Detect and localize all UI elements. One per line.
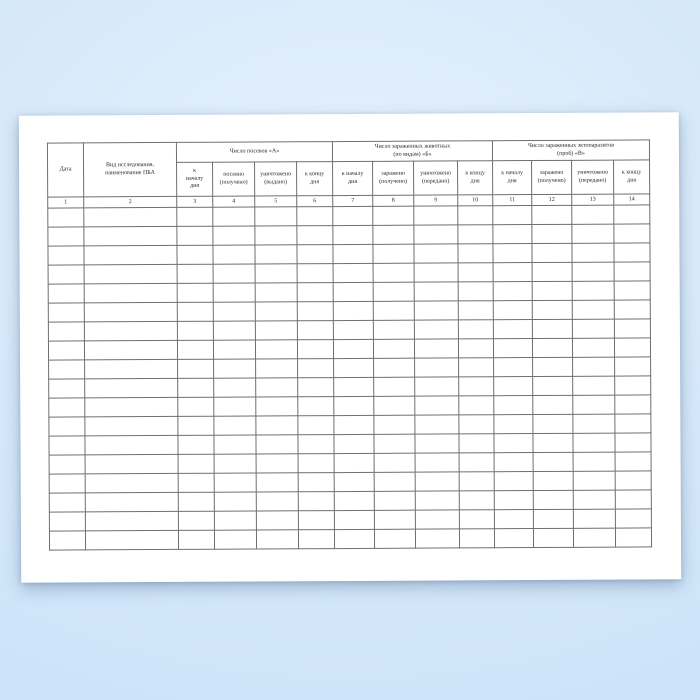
empty-cell bbox=[255, 340, 297, 359]
empty-cell bbox=[458, 206, 493, 225]
empty-cell bbox=[374, 491, 415, 510]
empty-cell bbox=[297, 207, 333, 226]
header-group-v-title: Число зараженных эктопаразитов (проб) «В» bbox=[492, 140, 649, 161]
empty-cell bbox=[414, 263, 458, 282]
header-a-seeded: посеяно (получено) bbox=[213, 162, 255, 196]
empty-cell bbox=[615, 376, 651, 395]
empty-cell bbox=[49, 531, 85, 550]
empty-cell bbox=[615, 433, 651, 452]
empty-cell bbox=[614, 319, 650, 338]
empty-cell bbox=[374, 434, 415, 453]
empty-cell bbox=[614, 281, 650, 300]
empty-cell bbox=[49, 474, 85, 493]
empty-cell bbox=[334, 472, 374, 491]
empty-cell bbox=[48, 284, 84, 303]
empty-cell bbox=[533, 376, 573, 395]
empty-cell bbox=[256, 397, 298, 416]
empty-cell bbox=[177, 283, 213, 302]
empty-cell bbox=[414, 339, 458, 358]
empty-cell bbox=[459, 377, 494, 396]
empty-cell bbox=[415, 415, 459, 434]
empty-cell bbox=[415, 491, 459, 510]
empty-cell bbox=[373, 225, 414, 244]
empty-cell bbox=[213, 226, 255, 245]
empty-cell bbox=[85, 359, 178, 378]
empty-cell bbox=[213, 264, 255, 283]
empty-cell bbox=[493, 244, 532, 263]
empty-cell bbox=[48, 322, 84, 341]
empty-cell bbox=[334, 434, 374, 453]
empty-cell bbox=[48, 208, 84, 227]
empty-cell bbox=[49, 379, 85, 398]
empty-cell bbox=[178, 397, 214, 416]
empty-cell bbox=[49, 512, 85, 531]
empty-cell bbox=[84, 340, 177, 359]
empty-cell bbox=[573, 433, 615, 452]
empty-cell bbox=[255, 245, 297, 264]
header-v-destroyed: уничтожено (передано) bbox=[572, 160, 614, 194]
empty-cell bbox=[459, 472, 494, 491]
empty-cell bbox=[414, 225, 458, 244]
empty-cell bbox=[532, 281, 572, 300]
empty-cell bbox=[415, 510, 459, 529]
empty-cell bbox=[49, 493, 85, 512]
empty-cell bbox=[415, 434, 459, 453]
empty-cell bbox=[414, 301, 458, 320]
table-row bbox=[49, 528, 651, 550]
empty-cell bbox=[298, 454, 334, 473]
empty-cell bbox=[493, 339, 532, 358]
empty-cell bbox=[414, 282, 458, 301]
empty-cell bbox=[334, 510, 374, 529]
empty-cell bbox=[214, 359, 256, 378]
empty-cell bbox=[48, 227, 84, 246]
empty-cell bbox=[333, 244, 373, 263]
empty-cell bbox=[214, 530, 256, 549]
empty-cell bbox=[334, 358, 374, 377]
header-research-type: Вид исследования, наименование ПБА bbox=[83, 142, 176, 196]
empty-cell bbox=[458, 320, 493, 339]
empty-cell bbox=[177, 264, 213, 283]
empty-cell bbox=[373, 244, 414, 263]
header-v-day-end: к концу дня bbox=[614, 160, 650, 194]
empty-cell bbox=[493, 282, 532, 301]
empty-cell bbox=[49, 436, 85, 455]
column-number-cell: 9 bbox=[414, 195, 458, 206]
empty-cell bbox=[84, 264, 177, 283]
empty-cell bbox=[459, 415, 494, 434]
empty-cell bbox=[532, 262, 572, 281]
empty-cell bbox=[494, 491, 533, 510]
empty-cell bbox=[533, 414, 573, 433]
empty-cell bbox=[572, 205, 614, 224]
empty-cell bbox=[333, 206, 373, 225]
empty-cell bbox=[572, 319, 614, 338]
empty-cell bbox=[334, 491, 374, 510]
empty-cell bbox=[48, 246, 84, 265]
empty-cell bbox=[458, 225, 493, 244]
empty-cell bbox=[615, 414, 651, 433]
empty-cell bbox=[256, 416, 298, 435]
empty-cell bbox=[573, 395, 615, 414]
empty-cell bbox=[256, 511, 298, 530]
empty-cell bbox=[615, 471, 651, 490]
empty-cell bbox=[334, 453, 374, 472]
empty-cell bbox=[297, 302, 333, 321]
empty-cell bbox=[494, 453, 533, 472]
column-number-cell: 6 bbox=[297, 196, 333, 207]
empty-cell bbox=[415, 377, 459, 396]
empty-cell bbox=[373, 206, 414, 225]
empty-cell bbox=[373, 320, 414, 339]
empty-cell bbox=[333, 339, 373, 358]
empty-cell bbox=[214, 435, 256, 454]
empty-cell bbox=[214, 511, 256, 530]
empty-cell bbox=[573, 528, 615, 547]
empty-cell bbox=[533, 433, 573, 452]
empty-cell bbox=[532, 300, 572, 319]
column-number-cell: 13 bbox=[572, 194, 614, 205]
empty-cell bbox=[334, 415, 374, 434]
empty-cell bbox=[297, 340, 333, 359]
empty-cell bbox=[533, 509, 573, 528]
empty-cell bbox=[573, 452, 615, 471]
empty-cell bbox=[573, 471, 615, 490]
column-number-cell: 11 bbox=[493, 195, 532, 206]
empty-cell bbox=[572, 338, 614, 357]
empty-cell bbox=[214, 473, 256, 492]
empty-cell bbox=[458, 244, 493, 263]
empty-cell bbox=[85, 511, 178, 530]
column-number-cell: 10 bbox=[458, 195, 493, 206]
column-number-cell: 3 bbox=[177, 196, 213, 207]
empty-cell bbox=[459, 510, 494, 529]
empty-cell bbox=[614, 224, 650, 243]
empty-cell bbox=[297, 321, 333, 340]
empty-cell bbox=[532, 243, 572, 262]
journal-table bbox=[47, 139, 652, 550]
empty-cell bbox=[84, 245, 177, 264]
empty-cell bbox=[374, 396, 415, 415]
header-a-day-end: к концу дня bbox=[297, 162, 333, 196]
empty-cell bbox=[178, 359, 214, 378]
empty-cell bbox=[572, 224, 614, 243]
empty-cell bbox=[178, 416, 214, 435]
empty-cell bbox=[213, 245, 255, 264]
empty-cell bbox=[532, 224, 572, 243]
empty-cell bbox=[333, 225, 373, 244]
empty-cell bbox=[255, 302, 297, 321]
empty-cell bbox=[333, 263, 373, 282]
empty-cell bbox=[214, 397, 256, 416]
table-header bbox=[47, 140, 649, 197]
empty-cell bbox=[256, 473, 298, 492]
empty-cell bbox=[572, 262, 614, 281]
empty-cell bbox=[213, 321, 255, 340]
empty-cell bbox=[459, 396, 494, 415]
empty-cell bbox=[415, 358, 459, 377]
empty-cell bbox=[459, 358, 494, 377]
empty-cell bbox=[298, 530, 334, 549]
empty-cell bbox=[213, 283, 255, 302]
table-body bbox=[48, 194, 652, 550]
empty-cell bbox=[533, 490, 573, 509]
empty-cell bbox=[459, 434, 494, 453]
empty-cell bbox=[374, 472, 415, 491]
empty-cell bbox=[493, 225, 532, 244]
empty-cell bbox=[493, 206, 532, 225]
empty-cell bbox=[213, 207, 255, 226]
empty-cell bbox=[494, 415, 533, 434]
header-a-destroyed: уничтожено (выдано) bbox=[255, 162, 297, 196]
header-v-infected: заражено (получено) bbox=[532, 160, 572, 194]
empty-cell bbox=[615, 395, 651, 414]
empty-cell bbox=[85, 454, 178, 473]
empty-cell bbox=[298, 511, 334, 530]
empty-cell bbox=[177, 245, 213, 264]
empty-cell bbox=[178, 473, 214, 492]
empty-cell bbox=[256, 492, 298, 511]
empty-cell bbox=[615, 509, 651, 528]
empty-cell bbox=[213, 340, 255, 359]
empty-cell bbox=[48, 265, 84, 284]
empty-cell bbox=[572, 243, 614, 262]
empty-cell bbox=[494, 472, 533, 491]
empty-cell bbox=[458, 339, 493, 358]
column-number-cell: 7 bbox=[333, 195, 373, 206]
empty-cell bbox=[415, 453, 459, 472]
empty-cell bbox=[458, 301, 493, 320]
empty-cell bbox=[48, 303, 84, 322]
empty-cell bbox=[615, 528, 651, 547]
empty-cell bbox=[256, 359, 298, 378]
empty-cell bbox=[255, 321, 297, 340]
empty-cell bbox=[84, 207, 177, 226]
empty-cell bbox=[615, 452, 651, 471]
paper-sheet bbox=[19, 112, 681, 582]
empty-cell bbox=[494, 377, 533, 396]
column-number-cell: 1 bbox=[48, 197, 84, 208]
empty-cell bbox=[214, 416, 256, 435]
empty-cell bbox=[459, 529, 494, 548]
empty-cell bbox=[374, 529, 415, 548]
column-number-cell: 5 bbox=[255, 196, 297, 207]
header-b-day-start: к началу дня bbox=[333, 161, 373, 195]
empty-cell bbox=[334, 396, 374, 415]
empty-cell bbox=[255, 283, 297, 302]
empty-cell bbox=[373, 301, 414, 320]
empty-cell bbox=[614, 262, 650, 281]
empty-cell bbox=[573, 357, 615, 376]
header-group-b-title: Число зараженных животных (по видам) «Б» bbox=[332, 141, 492, 162]
empty-cell bbox=[493, 263, 532, 282]
empty-cell bbox=[84, 321, 177, 340]
empty-cell bbox=[374, 358, 415, 377]
empty-cell bbox=[255, 264, 297, 283]
empty-cell bbox=[493, 301, 532, 320]
empty-cell bbox=[494, 396, 533, 415]
empty-cell bbox=[494, 510, 533, 529]
header-group-a-title: Число посевов «А» bbox=[176, 142, 332, 163]
empty-cell bbox=[178, 511, 214, 530]
empty-cell bbox=[333, 282, 373, 301]
empty-cell bbox=[414, 206, 458, 225]
empty-cell bbox=[533, 528, 573, 547]
empty-cell bbox=[614, 243, 650, 262]
empty-cell bbox=[415, 472, 459, 491]
empty-cell bbox=[85, 473, 178, 492]
empty-cell bbox=[178, 378, 214, 397]
empty-cell bbox=[414, 244, 458, 263]
empty-cell bbox=[178, 530, 214, 549]
empty-cell bbox=[256, 530, 298, 549]
empty-cell bbox=[532, 338, 572, 357]
empty-cell bbox=[374, 415, 415, 434]
empty-cell bbox=[493, 320, 532, 339]
empty-cell bbox=[333, 301, 373, 320]
empty-cell bbox=[298, 473, 334, 492]
empty-cell bbox=[533, 471, 573, 490]
empty-cell bbox=[572, 281, 614, 300]
column-number-cell: 14 bbox=[614, 194, 650, 205]
empty-cell bbox=[532, 319, 572, 338]
empty-cell bbox=[49, 417, 85, 436]
empty-cell bbox=[614, 205, 650, 224]
empty-cell bbox=[84, 302, 177, 321]
empty-cell bbox=[374, 510, 415, 529]
empty-cell bbox=[85, 530, 178, 549]
empty-cell bbox=[297, 226, 333, 245]
empty-cell bbox=[415, 396, 459, 415]
empty-cell bbox=[256, 435, 298, 454]
empty-cell bbox=[84, 226, 177, 245]
empty-cell bbox=[297, 245, 333, 264]
empty-cell bbox=[573, 414, 615, 433]
empty-cell bbox=[334, 377, 374, 396]
empty-cell bbox=[614, 300, 650, 319]
empty-cell bbox=[177, 340, 213, 359]
empty-cell bbox=[85, 492, 178, 511]
empty-cell bbox=[177, 302, 213, 321]
empty-cell bbox=[177, 207, 213, 226]
empty-cell bbox=[178, 454, 214, 473]
empty-cell bbox=[615, 357, 651, 376]
empty-cell bbox=[85, 435, 178, 454]
empty-cell bbox=[459, 453, 494, 472]
header-b-destroyed: уничтожено (передано) bbox=[414, 161, 458, 195]
header-b-infected: заражено (получено) bbox=[373, 161, 414, 195]
empty-cell bbox=[374, 377, 415, 396]
empty-cell bbox=[213, 302, 255, 321]
empty-cell bbox=[297, 283, 333, 302]
header-v-day-start: к началу дня bbox=[493, 161, 532, 195]
empty-cell bbox=[414, 320, 458, 339]
empty-cell bbox=[84, 283, 177, 302]
empty-cell bbox=[298, 435, 334, 454]
empty-cell bbox=[49, 360, 85, 379]
column-number-cell: 4 bbox=[213, 196, 255, 207]
empty-cell bbox=[415, 529, 459, 548]
empty-cell bbox=[458, 282, 493, 301]
empty-cell bbox=[85, 397, 178, 416]
empty-cell bbox=[85, 378, 178, 397]
empty-cell bbox=[297, 264, 333, 283]
empty-cell bbox=[533, 395, 573, 414]
empty-cell bbox=[459, 491, 494, 510]
empty-cell bbox=[533, 357, 573, 376]
empty-cell bbox=[333, 320, 373, 339]
empty-cell bbox=[374, 453, 415, 472]
empty-cell bbox=[373, 282, 414, 301]
empty-cell bbox=[494, 529, 533, 548]
empty-cell bbox=[177, 226, 213, 245]
empty-cell bbox=[177, 321, 213, 340]
empty-cell bbox=[573, 509, 615, 528]
empty-cell bbox=[49, 455, 85, 474]
empty-cell bbox=[85, 416, 178, 435]
empty-cell bbox=[573, 376, 615, 395]
empty-cell bbox=[298, 378, 334, 397]
empty-cell bbox=[614, 338, 650, 357]
empty-cell bbox=[573, 490, 615, 509]
column-number-cell: 8 bbox=[373, 195, 414, 206]
empty-cell bbox=[48, 341, 84, 360]
empty-cell bbox=[298, 397, 334, 416]
empty-cell bbox=[214, 378, 256, 397]
empty-cell bbox=[256, 378, 298, 397]
empty-cell bbox=[256, 454, 298, 473]
header-date: Дата bbox=[47, 143, 83, 197]
empty-cell bbox=[214, 492, 256, 511]
empty-cell bbox=[178, 492, 214, 511]
empty-cell bbox=[255, 226, 297, 245]
empty-cell bbox=[214, 454, 256, 473]
empty-cell bbox=[494, 434, 533, 453]
empty-cell bbox=[298, 359, 334, 378]
empty-cell bbox=[298, 492, 334, 511]
empty-cell bbox=[494, 358, 533, 377]
empty-cell bbox=[458, 263, 493, 282]
empty-cell bbox=[373, 339, 414, 358]
empty-cell bbox=[49, 398, 85, 417]
empty-cell bbox=[298, 416, 334, 435]
header-a-day-start: к началу дня bbox=[177, 162, 213, 196]
empty-cell bbox=[615, 490, 651, 509]
empty-cell bbox=[255, 207, 297, 226]
column-number-cell: 12 bbox=[532, 194, 572, 205]
empty-cell bbox=[178, 435, 214, 454]
empty-cell bbox=[572, 300, 614, 319]
column-number-cell: 2 bbox=[84, 196, 177, 207]
empty-cell bbox=[533, 452, 573, 471]
empty-cell bbox=[373, 263, 414, 282]
empty-cell bbox=[334, 529, 374, 548]
empty-cell bbox=[532, 205, 572, 224]
header-b-day-end: к концу дня bbox=[458, 161, 493, 195]
